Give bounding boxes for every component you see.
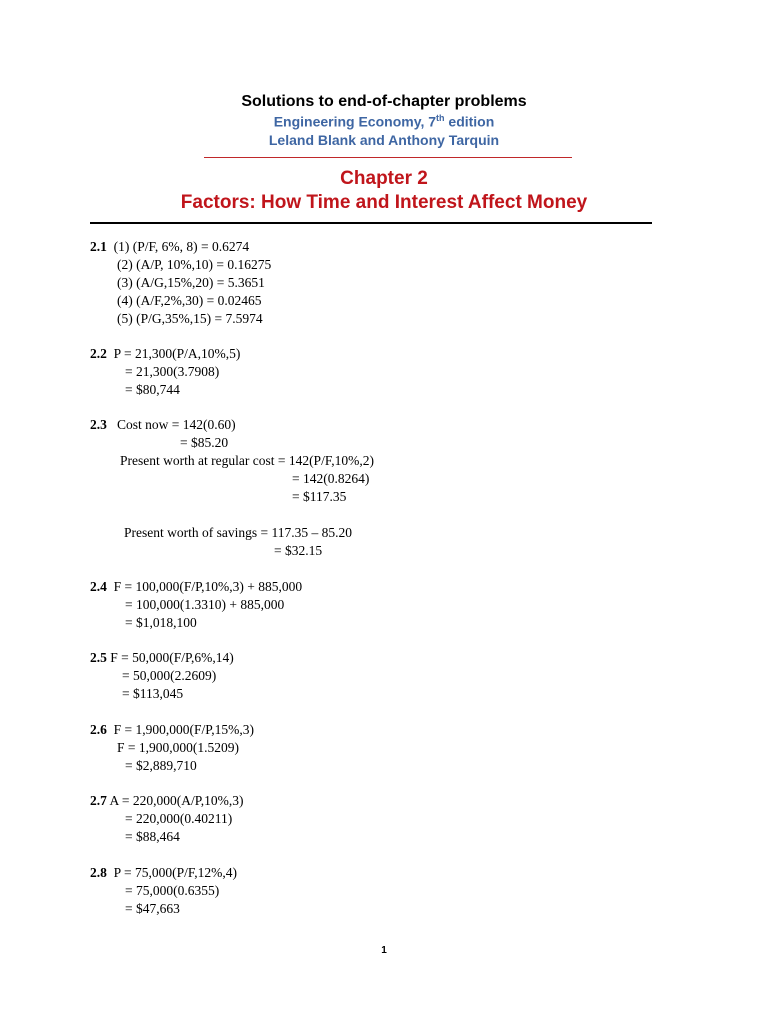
problem-line: 2.5 F = 50,000(F/P,6%,14) (90, 650, 234, 665)
problem-line: (2) (A/P, 10%,10) = 0.16275 (117, 257, 272, 272)
problem-number: 2.2 (90, 346, 107, 361)
problem-line: 2.8 P = 75,000(P/F,12%,4) (90, 865, 238, 880)
problem-number: 2.6 (90, 722, 107, 737)
problem-line: = $80,744 (125, 382, 180, 397)
chapter-number: Chapter 2 (340, 168, 428, 189)
book-title: Engineering Economy, 7th edition (273, 113, 495, 130)
problem-line: = $47,663 (125, 901, 180, 916)
problem-line: Present worth of savings = 117.35 – 85.20 (124, 525, 352, 540)
problem-number: 2.4 (90, 579, 107, 594)
problem-line: (3) (A/G,15%,20) = 5.3651 (117, 275, 265, 290)
authors: Leland Blank and Anthony Tarquin (268, 132, 500, 148)
problem-line: 2.6 F = 1,900,000(F/P,15%,3) (90, 722, 255, 737)
problem-line: = $88,464 (125, 829, 180, 844)
problem-line: = $32.15 (274, 543, 323, 558)
problem-line: = $85.20 (180, 435, 229, 450)
problem-number: 2.7 (90, 793, 107, 808)
problem-line: 2.1 (1) (P/F, 6%, 8) = 0.6274 (90, 239, 250, 254)
problem-line: = 100,000(1.3310) + 885,000 (125, 597, 285, 612)
problem-number: 2.8 (90, 865, 107, 880)
problem-line: F = 1,900,000(1.5209) (117, 740, 239, 755)
problem-line: (4) (A/F,2%,30) = 0.02465 (117, 293, 262, 308)
chapter-title: Factors: How Time and Interest Affect Money (180, 192, 588, 213)
problem-line: 2.2 P = 21,300(P/A,10%,5) (90, 346, 241, 361)
problem-line: = $2,889,710 (125, 758, 197, 773)
problem-line: Present worth at regular cost = 142(P/F,10%,2) (120, 453, 374, 468)
problem-line: 2.4 F = 100,000(F/P,10%,3) + 885,000 (90, 579, 303, 594)
problem-line: = 142(0.8264) (292, 471, 370, 486)
problem-number: 2.3 (90, 417, 107, 432)
problem-line: = 21,300(3.7908) (125, 364, 220, 379)
problem-line: = $117.35 (292, 489, 347, 504)
problem-number: 2.5 (90, 650, 107, 665)
problem-line: = 220,000(0.40211) (125, 811, 233, 826)
problem-number: 2.1 (90, 239, 107, 254)
chapter-divider (90, 222, 652, 224)
problem-line: = $113,045 (122, 686, 184, 701)
problem-line: = 75,000(0.6355) (125, 883, 220, 898)
document-title: Solutions to end-of-chapter problems (241, 93, 527, 110)
problem-line: 2.7 A = 220,000(A/P,10%,3) (90, 793, 244, 808)
header-divider (204, 157, 572, 158)
problem-line: 2.3 Cost now = 142(0.60) (90, 417, 236, 432)
page-number: 1 (381, 945, 387, 956)
problem-line: = $1,018,100 (125, 615, 197, 630)
problem-line: (5) (P/G,35%,15) = 7.5974 (117, 311, 263, 326)
problem-line: = 50,000(2.2609) (122, 668, 217, 683)
